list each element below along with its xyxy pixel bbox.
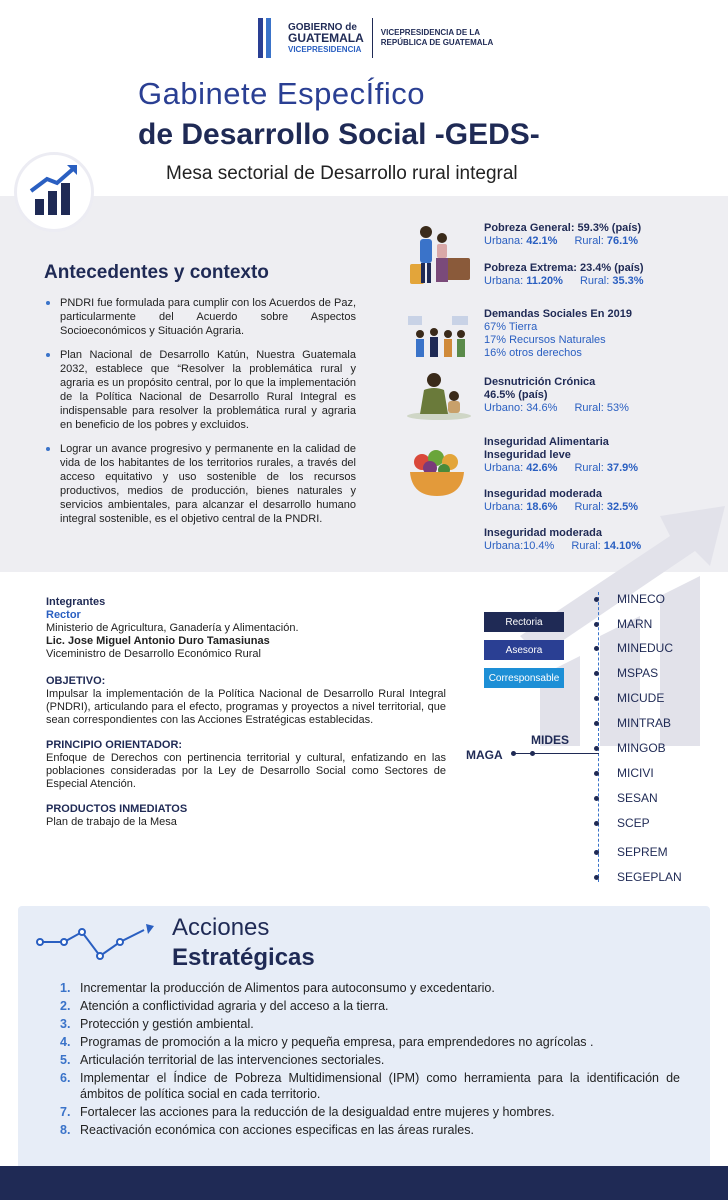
org-dot [594,821,599,826]
stat-value: 42.6% [526,462,558,474]
poverty-general-stat [484,222,641,248]
moderate-insecurity-stat-2 [484,527,641,553]
list-item: Lograr un avance progresivo y permanente en la calidad de vida de los habitantes de los territorios rurales, a través del acceso equitativo y uso sostenible de los recursos productivos, medios de producción, bienes naturales y servicios ambientales, para alcanzar el desarrollo humano integral sostenible, es el objetivo central de la PNDRI. [46,442,356,526]
stat-label: Rural: [574,235,604,247]
stat-value: 76.1% [606,235,639,247]
official-name: Lic. Jose Miguel Antonio Duro Tamasiunas [46,635,270,647]
food-bowl-icon [406,448,468,498]
logo-right-line1: VICEPRESIDENCIA DE LA [380,28,481,37]
org-entity [594,845,668,859]
stat-label: Urbana: [484,462,524,474]
item-text: Programas de promoción a la micro y pequeña empresa, para emprendedores no agrícolas . [80,1035,594,1049]
org-dot [594,875,599,880]
chart-icon-badge [14,152,94,232]
stat-heading: Pobreza Extrema: 23.4% (país) [484,262,644,274]
stat-heading: Desnutrición Crónica [484,376,596,388]
org-dot [594,622,599,627]
footer-bar [0,1166,728,1200]
org-entity-label: MINGOB [617,741,666,755]
list-item: Plan Nacional de Desarrollo Katún, Nuestra Guatemala 2032, establece que “Resolver la problemática rural y agraria es un propósito central, por lo que la implementación de la Política Nacional de Desarrollo Rural Integral es indispensable para resolver la problemática rural y agraria en beneficio de los pobres y excluidos. [46,348,356,432]
stat-value: 32.5% [606,501,639,513]
item-text: Protección y gestión ambiental. [80,1017,254,1031]
stat-label: Rural: [579,275,610,287]
org-dot [594,696,599,701]
legend-rectoria: Rectoria [484,612,564,632]
logo-mark-icon [258,18,280,58]
org-entity [594,716,671,730]
logo-divider [372,18,373,58]
item-number: 5. [60,1053,71,1067]
org-dot [594,721,599,726]
item-number: 1. [60,981,71,995]
principle-heading: PRINCIPIO ORIENTADOR: [46,739,183,751]
stat-label: Rural: [574,462,604,474]
stat-subheading: Inseguridad moderada [484,488,602,500]
stat-value: 35.3% [612,275,644,287]
stat-heading: Demandas Sociales En 2019 [484,308,632,320]
org-entity-label: MINECO [617,592,665,606]
logo-line1: GOBIERNO de [288,21,357,33]
item-text: Implementar el Índice de Pobreza Multidimensional (IPM) como herramienta para la identificación de ámbitos de política social en cada territorio. [80,1071,680,1101]
org-entity [594,666,658,680]
poverty-extreme-stat [484,262,644,288]
org-entity [594,816,650,830]
stat-value: 17% Recursos Naturales [484,334,606,346]
stat-subheading: Inseguridad leve [484,449,571,461]
org-entity-label: SESAN [617,791,658,805]
item-text: Atención a conflictividad agraria y del acceso a la tierra. [80,999,389,1013]
item-text: Reactivación económica con acciones especificas en las áreas rurales. [80,1123,474,1137]
stat-value: 37.9% [606,462,639,474]
maga-dot [511,751,516,756]
stat-label: Urbana: [484,501,524,513]
page-subtitle: Mesa sectorial de Desarrollo rural integral [166,163,518,184]
org-entity [594,617,652,631]
objective-heading: OBJETIVO: [46,675,106,687]
org-entity-label: SEGEPLAN [617,870,682,884]
org-entity [594,691,664,705]
header [0,0,728,200]
stat-label: Urbana: [484,235,524,247]
stat-value: Urbana:10.4% [484,540,555,552]
stat-label: Rural: [571,540,601,552]
stat-heading: Inseguridad Alimentaria [484,436,609,448]
org-entity [594,592,665,606]
trend-line-icon [34,922,158,968]
item-number: 6. [60,1071,71,1085]
stat-value: Rural: 53% [574,402,629,414]
item-number: 8. [60,1123,71,1137]
list-item [60,1016,680,1032]
rector-label: Rector [46,609,81,621]
org-entity [594,766,654,780]
item-number: 3. [60,1017,71,1031]
products-text: Plan de trabajo de la Mesa [46,816,177,828]
item-text: Articulación territorial de las intervenciones sectoriales. [80,1053,385,1067]
stat-value: 67% Tierra [484,321,538,333]
protest-group-icon [406,316,474,360]
family-icon [408,222,472,288]
principle-text: Enfoque de Derechos con pertinencia territorial y cultural, enfatizando en las poblaciones consideradas por la Ley de Desarrollo Social como Sectores de Especial Atención. [46,752,446,790]
objective-text: Impulsar la implementación de la Política Nacional de Desarrollo Rural Integral (PNDRI), articulando para el efecto, programas y proyectos a nivel territorial, que sean correspondientes con las Acciones Estratégicas establecidas. [46,688,446,726]
page-title-line2: de Desarrollo Social -GEDS- [138,118,540,151]
malnutrition-stat [484,376,629,415]
rector-name: Ministerio de Agricultura, Ganadería y Alimentación. [46,622,299,634]
legend-asesora: Asesora [484,640,564,660]
item-number: 4. [60,1035,71,1049]
org-dot [594,771,599,776]
list-item [60,980,680,996]
members-section [46,596,446,829]
item-text: Fortalecer las acciones para la reducción de la desigualdad entre mujeres y hombres. [80,1105,555,1119]
context-title: Antecedentes y contexto [44,262,269,283]
bar-chart-icon [17,155,91,229]
list-item [60,998,680,1014]
actions-title-line2: Estratégicas [172,944,315,971]
legend-corresponsable: Corresponsable [484,668,564,688]
org-dot [594,671,599,676]
actions-title-line1: Acciones [172,914,270,941]
logo-line3: VICEPRESIDENCIA [288,44,362,54]
org-entity [594,641,673,655]
logo-line2: GUATEMALA [288,30,364,45]
list-item [60,1122,680,1138]
stat-value: 18.6% [526,501,558,513]
org-entity [594,791,658,805]
stat-label: Urbana: [484,275,524,287]
list-item [60,1052,680,1068]
org-entity [594,870,682,884]
stat-value: 46.5% (país) [484,389,548,401]
org-entity-label: MINEDUC [617,641,673,655]
item-number: 2. [60,999,71,1013]
stat-subheading: Inseguridad moderada [484,527,602,539]
org-dot [594,796,599,801]
products-heading: PRODUCTOS INMEDIATOS [46,803,188,815]
org-dot [594,850,599,855]
food-insecurity-stat [484,436,638,475]
actions-list [60,980,680,1140]
stat-value: 11.20% [526,275,563,287]
maga-connector [513,753,599,754]
org-dot [594,597,599,602]
logo-right-line2: REPÚBLICA DE GUATEMALA [380,38,494,47]
org-entity-label: SEPREM [617,845,668,859]
context-list [46,296,356,536]
org-entity [594,741,666,755]
list-item [60,1104,680,1120]
stat-heading: Pobreza General: 59.3% (país) [484,222,642,234]
org-entity-label: MICIVI [617,766,654,780]
org-dot [594,646,599,651]
stat-value: Urbano: 34.6% [484,402,558,414]
mides-dot [530,751,535,756]
members-heading: Integrantes [46,596,106,608]
org-connector-line [598,592,599,882]
stat-value: 16% otros derechos [484,347,582,359]
list-item [60,1070,680,1102]
moderate-insecurity-stat-1 [484,488,638,514]
social-demands-stat [484,308,632,360]
org-entity-label: MINTRAB [617,716,671,730]
malnutrition-icon [404,370,474,420]
stat-value: 42.1% [526,235,558,247]
org-entity-label: MSPAS [617,666,659,680]
org-entity-label: SCEP [617,816,650,830]
item-number: 7. [60,1105,71,1119]
page-title-line1: Gabinete EspecÍfico [138,76,425,111]
org-entity-label: MARN [617,617,653,631]
official-role: Viceministro de Desarrollo Económico Rural [46,648,261,660]
list-item [60,1034,680,1050]
mides-label: MIDES [531,733,570,747]
stat-value: 14.10% [603,540,642,552]
maga-label: MAGA [466,748,503,762]
org-entity-label: MICUDE [617,691,665,705]
stat-label: Rural: [574,501,604,513]
list-item: PNDRI fue formulada para cumplir con los Acuerdos de Paz, particularmente del Acuerdo sobre Aspectos Socioeconómicos y Situación Agraria. [46,296,356,338]
government-logo [258,18,493,58]
item-text: Incrementar la producción de Alimentos para autoconsumo y excedentario. [80,981,495,995]
org-dot [594,746,599,751]
